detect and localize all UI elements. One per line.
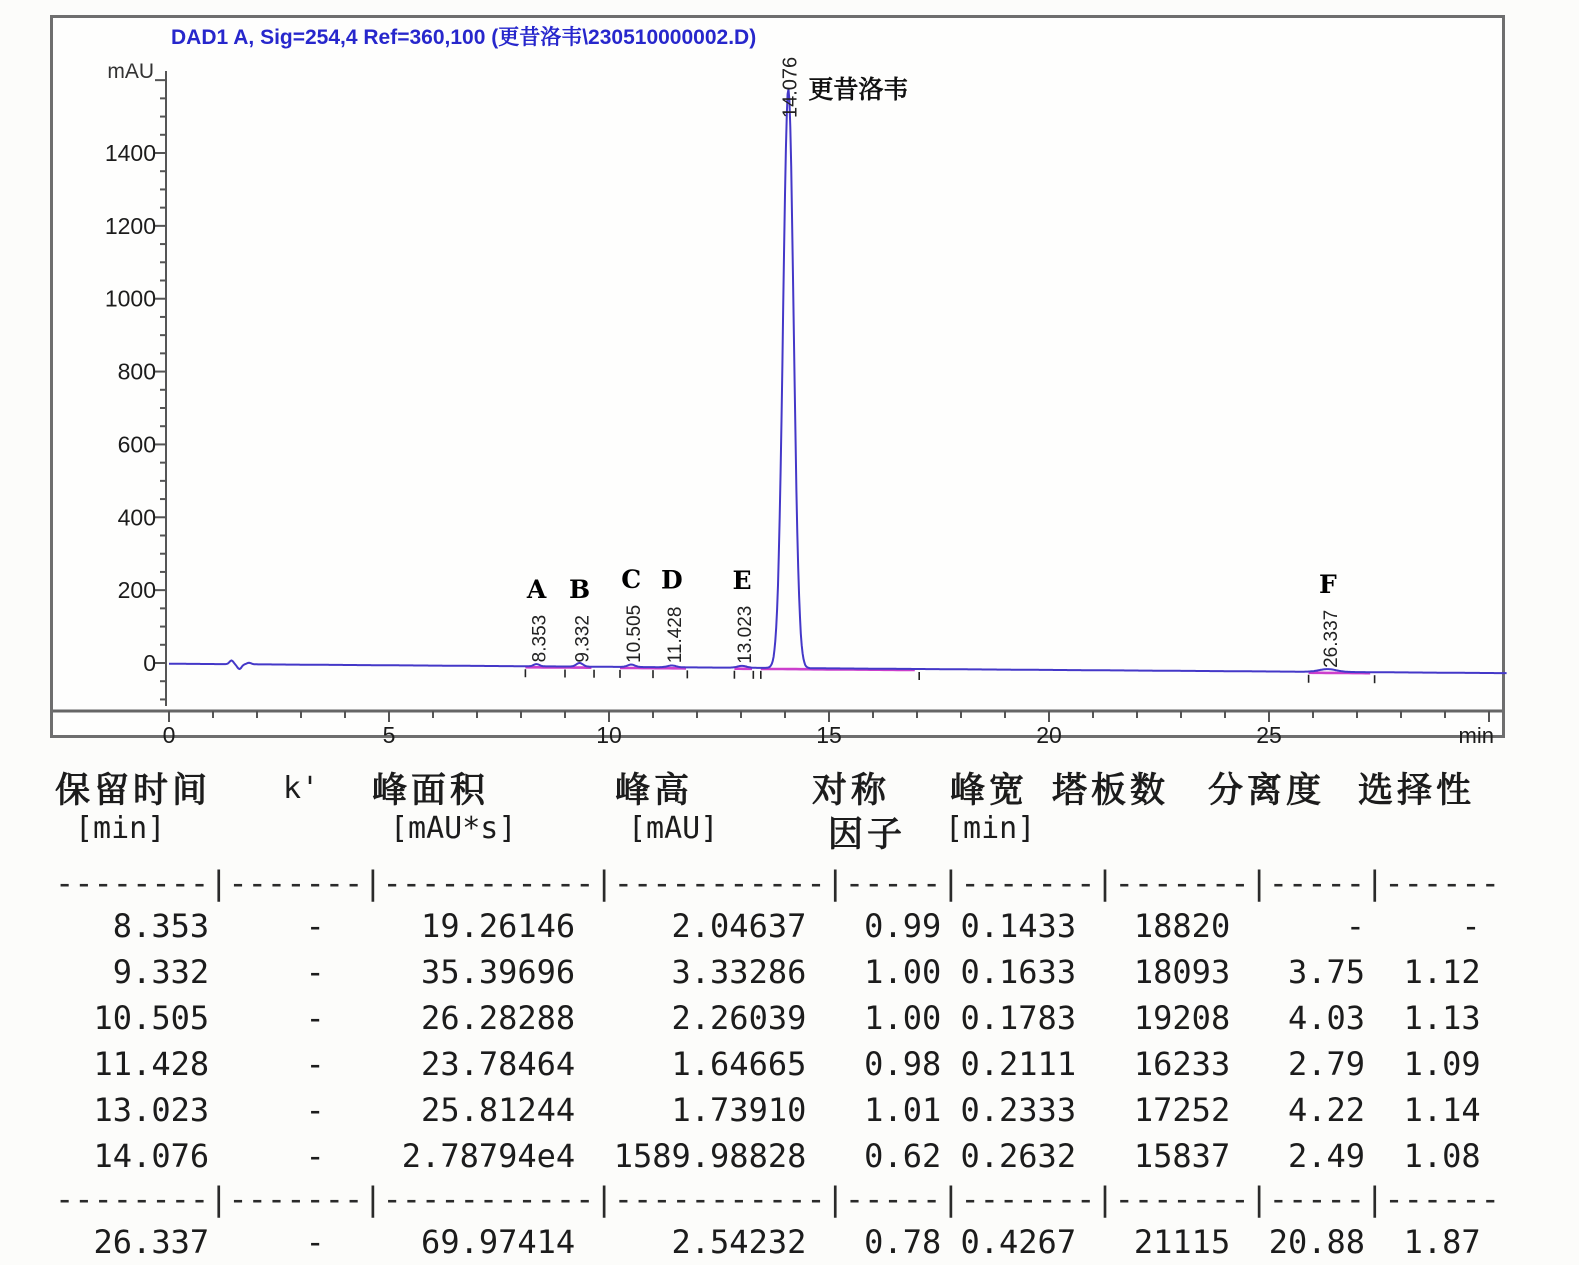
svg-text:0: 0 [162,722,176,748]
svg-text:600: 600 [117,431,156,458]
peak-table-rows [55,863,1555,1265]
svg-text:A: A [526,574,547,604]
column-header: 保留时间 [55,770,212,811]
chromatogram-panel [50,15,1505,748]
table-separator: --------|-------|-----------|-----------|-----|-------|-------|-----|------ [55,864,1500,902]
svg-text:200: 200 [117,577,156,604]
svg-text:10.505: 10.505 [624,604,646,663]
svg-text:800: 800 [117,358,156,385]
table-row: 8.353 - 19.26146 2.04637 0.99 0.1433 18820 - - [55,907,1500,945]
table-row: 11.428 - 23.78464 1.64665 0.98 0.2111 16233 2.79 1.09 [55,1045,1500,1083]
column-header-unit: [min] [945,811,1036,846]
peak-results-table [0,755,1579,1261]
column-header: 峰面积 [372,770,490,811]
svg-text:0: 0 [143,650,156,676]
svg-text:B: B [569,575,591,605]
svg-text:15: 15 [816,722,842,748]
svg-text:10: 10 [596,722,622,748]
svg-text:11.428: 11.428 [664,606,686,664]
column-header-unit: [min] [75,811,166,846]
svg-text:8.353: 8.353 [529,614,551,663]
column-header: 选择性 [1358,770,1476,811]
table-row: 9.332 - 35.39696 3.33286 1.00 0.1633 18093 3.75 1.12 [55,953,1500,991]
svg-text:9.332: 9.332 [572,615,594,663]
svg-text:D: D [660,565,683,595]
svg-text:mAU: mAU [107,60,154,83]
peak-table-header [0,763,1579,863]
column-header-unit: 因子 [828,814,907,855]
table-row: 14.076 - 2.78794e4 1589.98828 0.62 0.2632 15837 2.49 1.08 [55,1137,1500,1175]
svg-text:E: E [732,565,752,595]
table-row: 13.023 - 25.81244 1.73910 1.01 0.2333 17252 4.22 1.14 [55,1091,1500,1129]
svg-text:min: min [1458,723,1494,748]
chromatogram-signal-title: DAD1 A, Sig=254,4 Ref=360,100 (更昔洛韦\230510000002.D) [171,26,757,49]
svg-text:26.337: 26.337 [1320,609,1342,668]
svg-text:14.076: 14.076 [779,56,802,118]
svg-text:20: 20 [1036,722,1062,748]
svg-text:25: 25 [1256,722,1282,748]
svg-text:F: F [1318,569,1337,599]
svg-text:C: C [621,564,642,594]
svg-text:400: 400 [117,504,156,531]
svg-text:1200: 1200 [104,212,156,239]
svg-text:1400: 1400 [104,140,156,166]
column-header-unit: [mAU] [628,811,719,846]
column-header: 分离度 [1208,770,1326,811]
svg-text:13.023: 13.023 [735,605,757,664]
table-row: 26.337 - 69.97414 2.54232 0.78 0.4267 21115 20.88 1.87 [55,1223,1500,1261]
svg-text:5: 5 [382,722,396,748]
column-header-unit: [mAU*s] [390,811,517,846]
column-header: k' [283,771,320,806]
column-header: 塔板数 [1052,770,1170,811]
column-header: 峰高 [615,770,694,811]
column-header: 对称 [812,770,891,811]
svg-text:更昔洛韦: 更昔洛韦 [808,75,909,104]
table-row: 10.505 - 26.28288 2.26039 1.00 0.1783 19208 4.03 1.13 [55,999,1500,1037]
column-header: 峰宽 [950,770,1029,811]
chromatogram-plot [53,18,1502,748]
table-separator: --------|-------|-----------|-----------|-----|-------|-------|-----|------ [55,1180,1500,1218]
svg-text:1000: 1000 [104,285,156,312]
